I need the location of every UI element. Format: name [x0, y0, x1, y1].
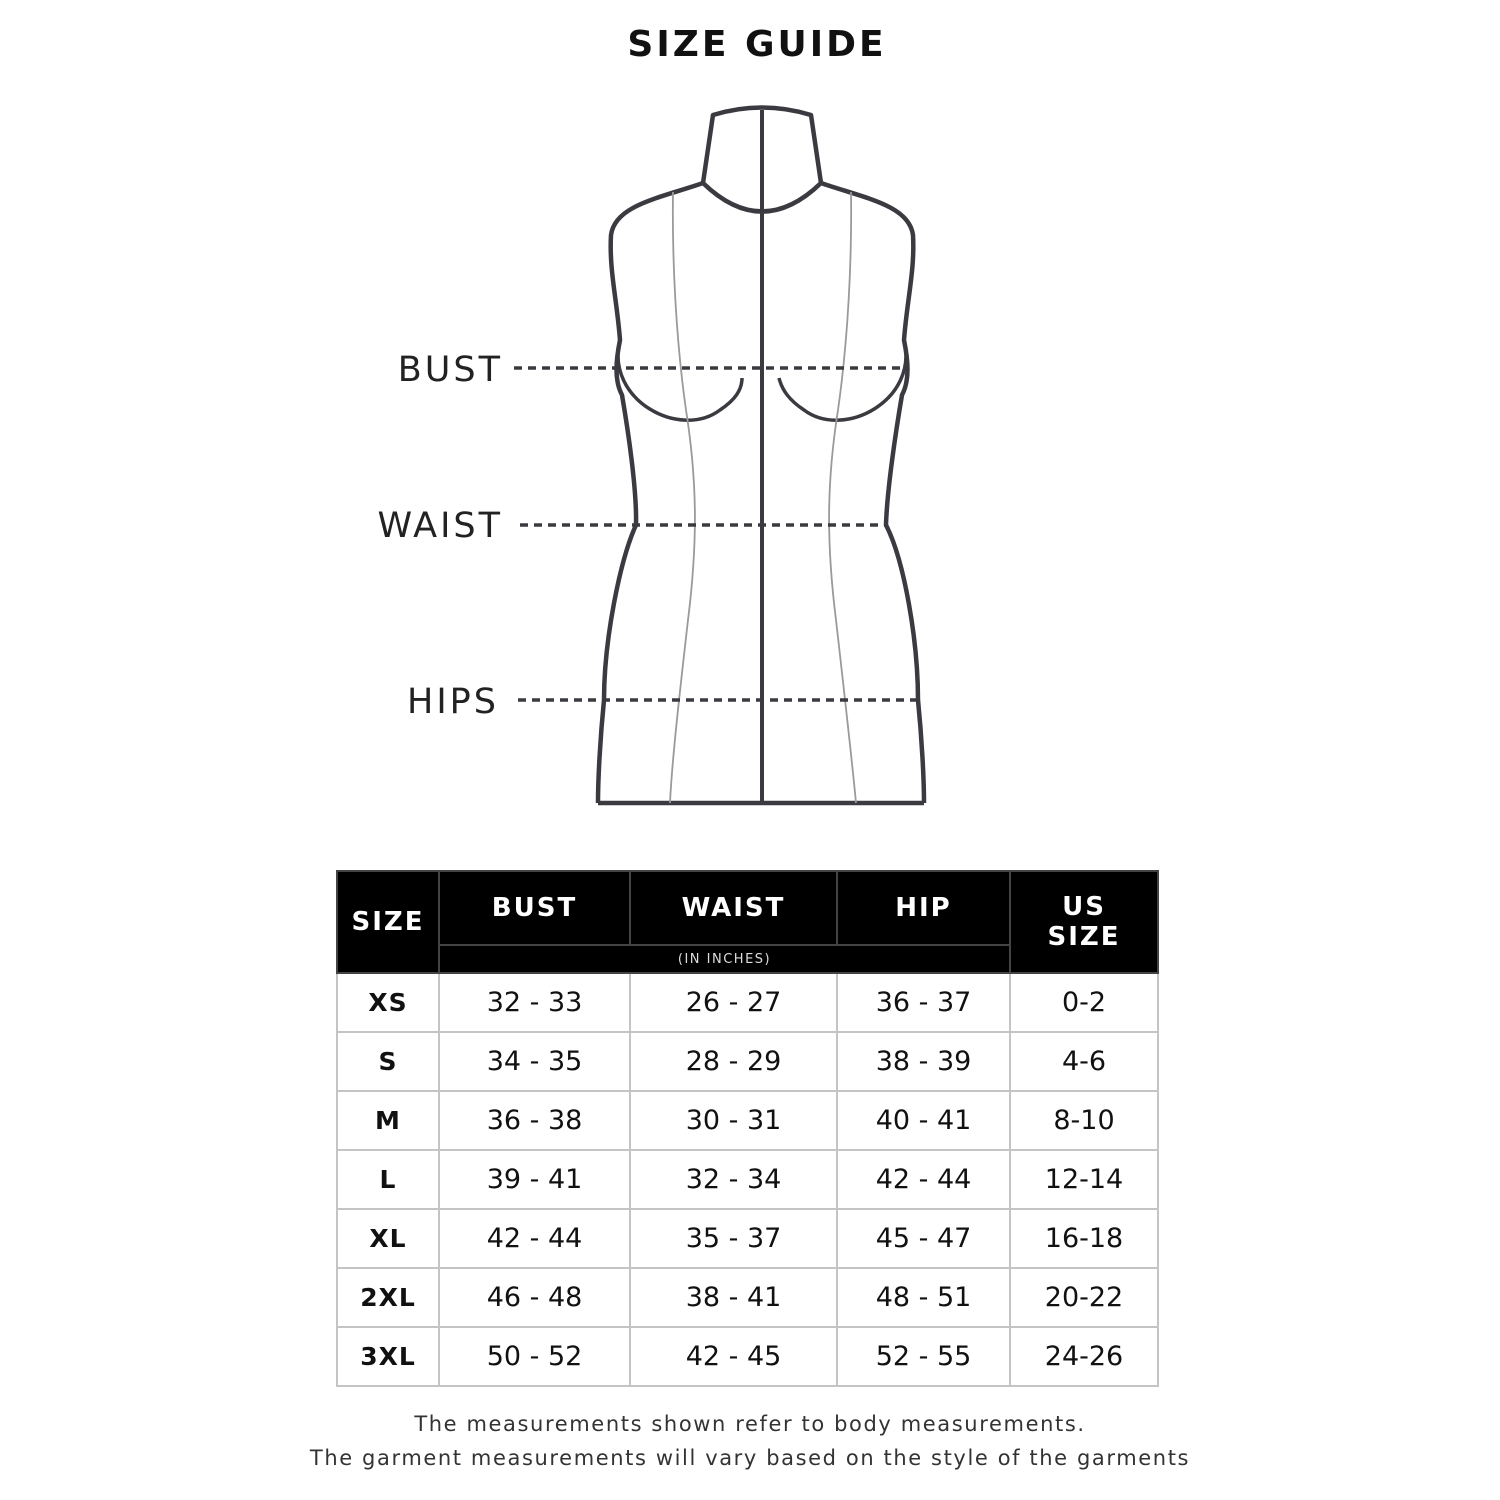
cell-size: 3XL	[337, 1327, 439, 1386]
cell-us: 4-6	[1010, 1032, 1158, 1091]
torso-right-outline	[821, 183, 924, 803]
cell-us: 20-22	[1010, 1268, 1158, 1327]
cell-waist: 30 - 31	[630, 1091, 837, 1150]
header-waist: WAIST	[630, 871, 837, 945]
bust-label: BUST	[397, 350, 503, 390]
cell-waist: 38 - 41	[630, 1268, 837, 1327]
cell-waist: 28 - 29	[630, 1032, 837, 1091]
cell-us: 16-18	[1010, 1209, 1158, 1268]
cell-bust: 32 - 33	[439, 973, 630, 1032]
cell-us: 24-26	[1010, 1327, 1158, 1386]
cell-us: 8-10	[1010, 1091, 1158, 1150]
cell-hip: 45 - 47	[837, 1209, 1010, 1268]
cell-bust: 36 - 38	[439, 1091, 630, 1150]
cell-waist: 32 - 34	[630, 1150, 837, 1209]
header-hip: HIP	[837, 871, 1010, 945]
cell-hip: 38 - 39	[837, 1032, 1010, 1091]
cell-hip: 40 - 41	[837, 1091, 1010, 1150]
cell-hip: 52 - 55	[837, 1327, 1010, 1386]
cell-bust: 42 - 44	[439, 1209, 630, 1268]
torso-left-outline	[598, 183, 703, 803]
cell-waist: 42 - 45	[630, 1327, 837, 1386]
cell-bust: 46 - 48	[439, 1268, 630, 1327]
bust-left-curve	[618, 340, 742, 420]
hips-label: HIPS	[407, 682, 499, 722]
table-row	[337, 973, 1158, 1032]
cell-size: M	[337, 1091, 439, 1150]
cell-hip: 48 - 51	[837, 1268, 1010, 1327]
header-us-size	[1010, 871, 1158, 973]
cell-us: 12-14	[1010, 1150, 1158, 1209]
header-bust: BUST	[439, 871, 630, 945]
header-us-size-line2: SIZE	[1047, 922, 1121, 952]
page-title: SIZE GUIDE	[627, 24, 887, 65]
cell-hip: 42 - 44	[837, 1150, 1010, 1209]
cell-us: 0-2	[1010, 973, 1158, 1032]
cell-bust: 39 - 41	[439, 1150, 630, 1209]
table-row	[337, 1091, 1158, 1150]
table-header-row	[337, 871, 1158, 945]
cell-size: S	[337, 1032, 439, 1091]
cell-waist: 26 - 27	[630, 973, 837, 1032]
cell-size: 2XL	[337, 1268, 439, 1327]
table-row	[337, 1150, 1158, 1209]
table-row	[337, 1209, 1158, 1268]
cell-size: XL	[337, 1209, 439, 1268]
cell-hip: 36 - 37	[837, 973, 1010, 1032]
waist-label: WAIST	[377, 506, 503, 546]
header-us-size-line1: US	[1062, 892, 1106, 922]
cell-bust: 34 - 35	[439, 1032, 630, 1091]
cell-waist: 35 - 37	[630, 1209, 837, 1268]
princess-seam-right	[829, 192, 856, 803]
princess-seam-left	[670, 192, 695, 803]
table-row	[337, 1327, 1158, 1386]
size-chart-table	[336, 870, 1159, 1387]
header-size: SIZE	[337, 871, 439, 973]
unit-note: (IN INCHES)	[439, 945, 1010, 973]
footnote-line1: The measurements shown refer to body measurements.	[414, 1412, 1086, 1436]
table-row	[337, 1032, 1158, 1091]
cell-size: L	[337, 1150, 439, 1209]
table-row	[337, 1268, 1158, 1327]
cell-size: XS	[337, 973, 439, 1032]
footnote-line2: The garment measurements will vary based on the style of the garments	[309, 1446, 1191, 1470]
table-body	[337, 973, 1158, 1386]
cell-bust: 50 - 52	[439, 1327, 630, 1386]
